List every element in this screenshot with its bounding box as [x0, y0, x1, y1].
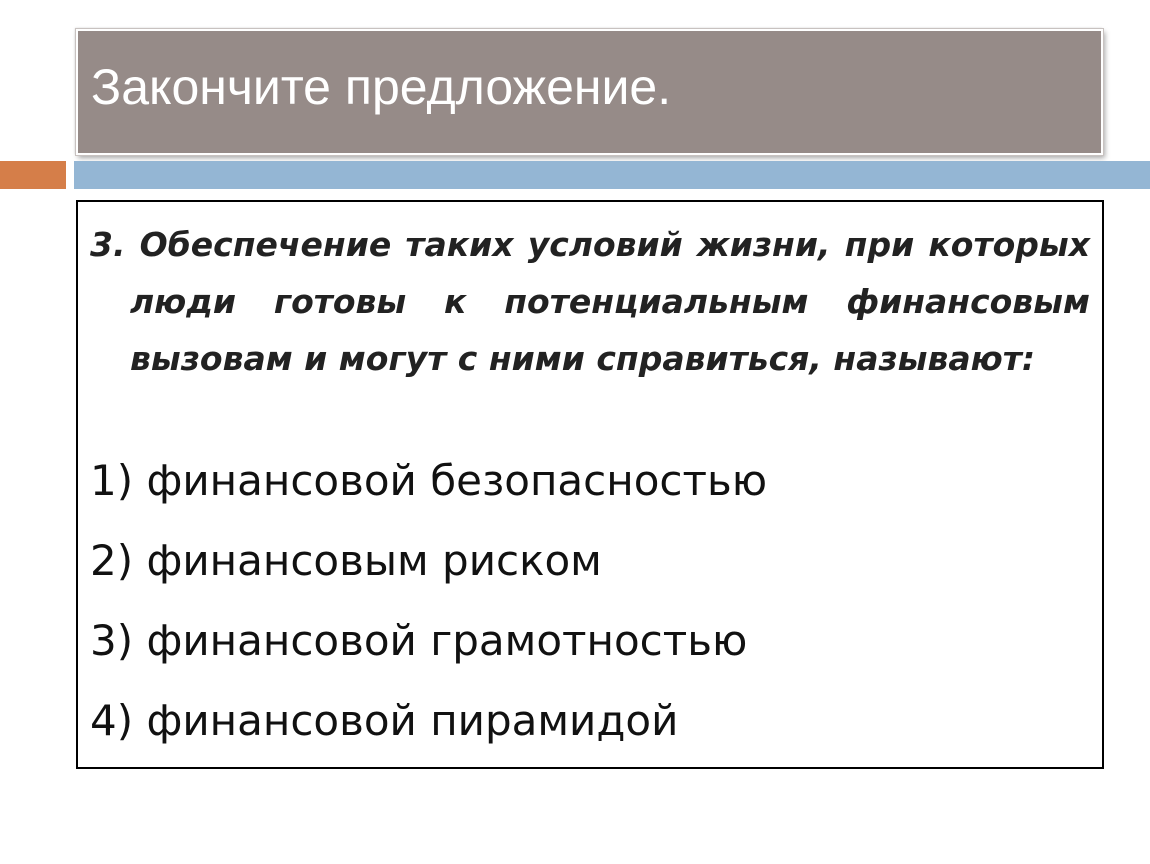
answer-option-3: 3) финансовой грамотностью — [90, 616, 748, 665]
question-text: 3. Обеспечение таких условий жизни, при которых люди готовы к потенциальным финансовым вызовам и могут с ними справиться, называют: — [90, 225, 1090, 378]
title-banner — [76, 29, 1103, 155]
answer-option-4: 4) финансовой пирамидой — [90, 696, 679, 745]
answer-option-2: 2) финансовым риском — [90, 536, 602, 585]
question-box — [76, 200, 1104, 769]
answer-option-1: 1) финансовой безопасностью — [90, 456, 768, 505]
accent-bar-blue — [74, 161, 1150, 189]
accent-bar-orange — [0, 161, 66, 189]
slide-title: Закончите предложение. — [91, 59, 672, 115]
